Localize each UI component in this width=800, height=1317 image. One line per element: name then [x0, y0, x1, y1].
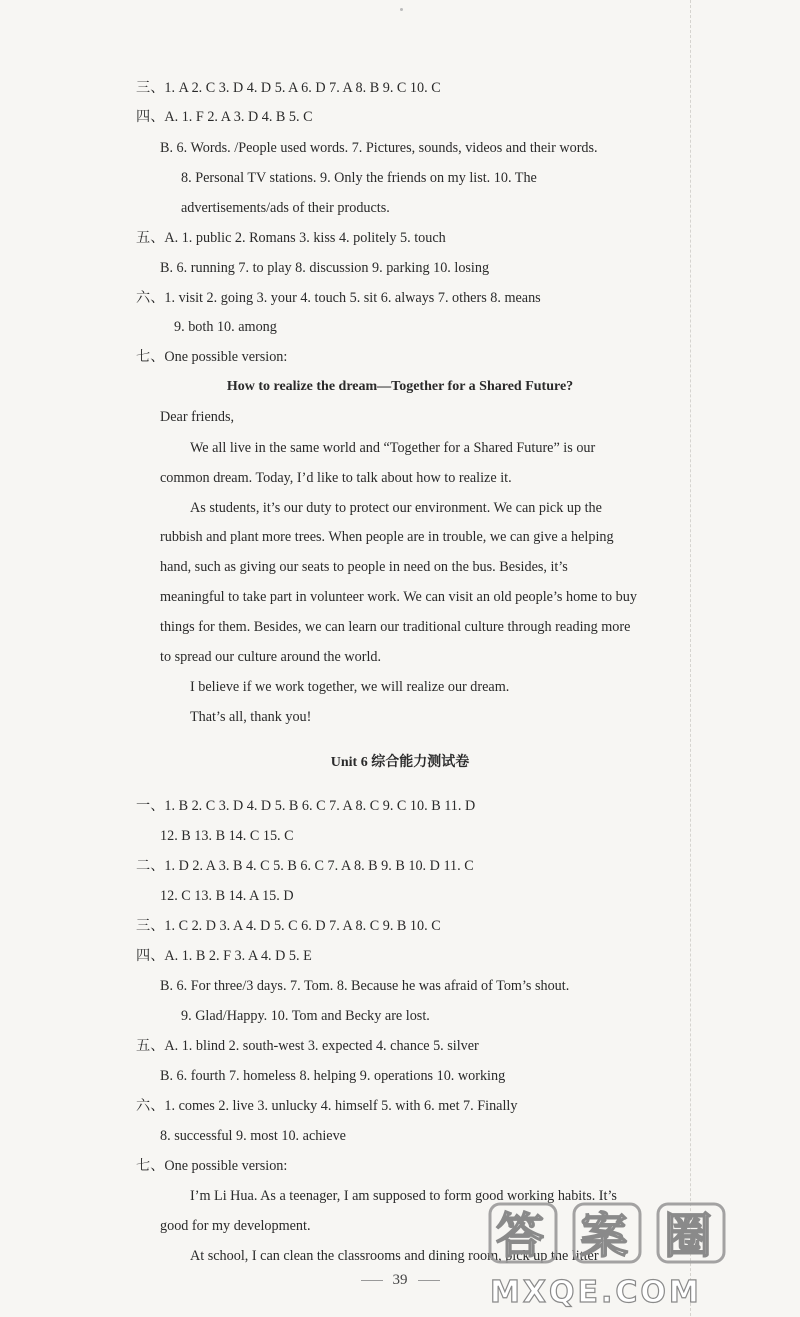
essay-line: I’m Li Hua. As a teenager, I am supposed to form good working habits. It’s — [190, 1188, 617, 1204]
essay-closing: That’s all, thank you! — [190, 709, 312, 725]
answer-line: 三、1. C 2. D 3. A 4. D 5. C 6. D 7. A 8. C 9. B 10. C — [136, 918, 441, 934]
watermark-char: 案 — [580, 1208, 629, 1264]
essay-line: good for my development. — [160, 1218, 311, 1234]
answer-line: 一、1. B 2. C 3. D 4. D 5. B 6. C 7. A 8. C 9. C 10. B 11. D — [136, 798, 476, 814]
answer-line: B. 6. fourth 7. homeless 8. helping 9. operations 10. working — [160, 1068, 506, 1084]
answer-line: 二、1. D 2. A 3. B 4. C 5. B 6. C 7. A 8. B 9. B 10. D 11. C — [136, 858, 474, 874]
answer-line: 12. C 13. B 14. A 15. D — [160, 888, 294, 904]
answer-line: 七、One possible version: — [136, 1158, 288, 1174]
scan-speck — [400, 8, 403, 11]
answer-line: 8. Personal TV stations. 9. Only the friends on my list. 10. The — [181, 170, 537, 186]
answer-line: 四、A. 1. F 2. A 3. D 4. B 5. C — [136, 109, 313, 125]
essay-line: rubbish and plant more trees. When people are in trouble, we can give a helping — [160, 529, 614, 545]
essay-salutation: Dear friends, — [160, 409, 235, 425]
essay-line: As students, it’s our duty to protect our environment. We can pick up the — [190, 500, 602, 516]
answer-line: B. 6. Words. /People used words. 7. Pictures, sounds, videos and their words. — [160, 140, 598, 156]
dash-right — [418, 1280, 440, 1281]
margin-rule — [690, 0, 691, 1316]
answer-line: 8. successful 9. most 10. achieve — [160, 1128, 346, 1144]
essay-title: How to realize the dream—Together for a Shared Future? — [226, 379, 574, 394]
essay-line: things for them. Besides, we can learn our traditional culture through reading more — [160, 619, 631, 635]
dash-left — [361, 1280, 383, 1281]
answer-line: 五、A. 1. blind 2. south-west 3. expected 4. chance 5. silver — [136, 1038, 479, 1054]
answer-line: 六、1. visit 2. going 3. your 4. touch 5. sit 6. always 7. others 8. means — [136, 290, 541, 306]
answer-line: 六、1. comes 2. live 3. unlucky 4. himself 5. with 6. met 7. Finally — [136, 1098, 518, 1114]
answer-line: B. 6. running 7. to play 8. discussion 9. parking 10. losing — [160, 260, 490, 276]
essay-line: I believe if we work together, we will realize our dream. — [190, 679, 510, 695]
answer-line: 七、One possible version: — [136, 349, 288, 365]
watermark-logo — [482, 1194, 792, 1312]
essay-line: meaningful to take part in volunteer work. We can visit an old people’s home to buy — [160, 589, 637, 605]
answer-line: B. 6. For three/3 days. 7. Tom. 8. Because he was afraid of Tom’s shout. — [160, 978, 570, 994]
answer-line: 12. B 13. B 14. C 15. C — [160, 828, 294, 844]
unit-title: Unit 6 综合能力测试卷 — [330, 755, 470, 770]
answer-line: advertisements/ads of their products. — [181, 200, 390, 216]
watermark-char: 圈 — [664, 1208, 713, 1264]
answer-line: 9. Glad/Happy. 10. Tom and Becky are lost. — [181, 1008, 430, 1024]
answer-line: 9. both 10. among — [174, 319, 277, 335]
essay-line: common dream. Today, I’d like to talk about how to realize it. — [160, 470, 512, 486]
essay-line: At school, I can clean the classrooms and dining room, pick up the litter — [190, 1248, 599, 1264]
answer-line: 三、1. A 2. C 3. D 4. D 5. A 6. D 7. A 8. B 9. C 10. C — [136, 80, 441, 96]
watermark-url: MXQE.COM — [490, 1275, 702, 1310]
answer-line: 五、A. 1. public 2. Romans 3. kiss 4. politely 5. touch — [136, 230, 446, 246]
watermark-char: 答 — [496, 1208, 545, 1264]
essay-line: We all live in the same world and “Together for a Shared Future” is our — [190, 440, 596, 456]
essay-line: hand, such as giving our seats to people in need on the bus. Besides, it’s — [160, 559, 568, 575]
answer-line: 四、A. 1. B 2. F 3. A 4. D 5. E — [136, 948, 312, 964]
essay-line: to spread our culture around the world. — [160, 649, 382, 665]
watermark-graphic — [482, 1194, 792, 1312]
page-number-text: 39 — [392, 1272, 408, 1288]
